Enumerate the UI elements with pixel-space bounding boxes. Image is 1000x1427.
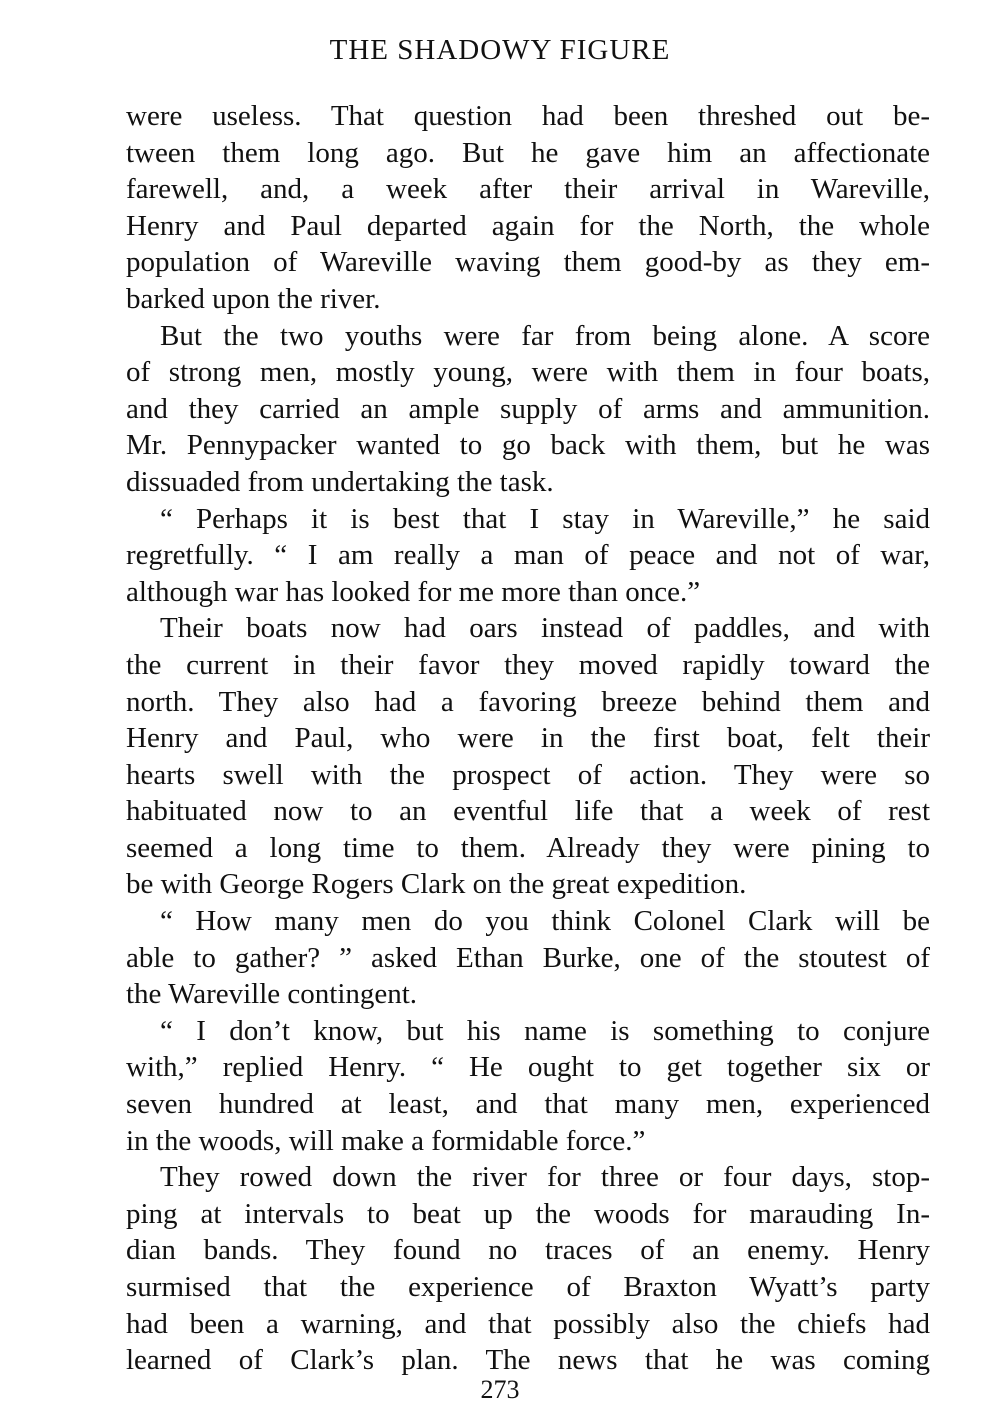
text-line: although war has looked for me more than once.” [126, 575, 701, 608]
text-line: “ I don’t know, but his name is something to conjure [160, 1014, 930, 1047]
text-line: barked upon the river. [126, 282, 381, 315]
text-line: the Wareville contingent. [126, 978, 418, 1011]
text-line: be with George Rogers Clark on the great expedition. [126, 868, 747, 901]
text-line: seven hundred at least, and that many men, experienced [126, 1088, 930, 1121]
running-head: THE SHADOWY FIGURE [329, 34, 671, 66]
text-line: “ How many men do you think Colonel Clark will be [160, 905, 930, 938]
text-line: surmised that the experience of Braxton Wyatt’s party [126, 1271, 930, 1303]
text-line: But the two youths were far from being alone. A score [160, 319, 930, 352]
text-line: They rowed down the river for three or four days, stop- [160, 1161, 930, 1194]
text-line: of strong men, mostly young, were with them in four boats, [126, 356, 930, 389]
text-line: farewell, and, a week after their arrival in Wareville, [126, 173, 930, 206]
text-line: Henry and Paul, who were in the first boat, felt their [126, 722, 930, 755]
text-line: Mr. Pennypacker wanted to go back with them, but he was [126, 429, 930, 462]
text-line: ping at intervals to beat up the woods for marauding In- [126, 1197, 930, 1230]
text-line: seemed a long time to them. Already they were pining to [126, 831, 930, 864]
text-line: north. They also had a favoring breeze behind them and [126, 685, 930, 718]
text-line: had been a warning, and that possibly also the chiefs had [126, 1307, 930, 1340]
text-line: dissuaded from undertaking the task. [126, 465, 554, 498]
text-line: habituated now to an eventful life that a week of rest [126, 795, 930, 828]
text-line: Their boats now had oars instead of paddles, and with [160, 612, 930, 645]
page-number: 273 [480, 1375, 520, 1404]
text-line: in the woods, will make a formidable force.” [126, 1124, 646, 1157]
text-line: and they carried an ample supply of arms and ammunition. [126, 392, 930, 425]
text-line: the current in their favor they moved rapidly toward the [126, 648, 930, 681]
body-text [126, 98, 930, 1379]
text-line: learned of Clark’s plan. The news that he was coming [126, 1344, 930, 1377]
text-line: regretfully. “ I am really a man of peace and not of war, [126, 539, 930, 572]
text-line: were useless. That question had been threshed out be- [126, 100, 930, 132]
text-line: hearts swell with the prospect of action. They were so [126, 758, 930, 791]
text-line: Henry and Paul departed again for the North, the whole [126, 209, 930, 242]
text-line: able to gather? ” asked Ethan Burke, one of the stoutest of [126, 941, 930, 974]
text-line: with,” replied Henry. “ He ought to get together six or [126, 1051, 930, 1084]
text-line: tween them long ago. But he gave him an affectionate [126, 136, 930, 169]
text-line: dian bands. They found no traces of an enemy. Henry [126, 1234, 930, 1267]
text-line: “ Perhaps it is best that I stay in Wareville,” he said [160, 502, 930, 535]
text-line: population of Wareville waving them good-by as they em- [126, 246, 930, 279]
